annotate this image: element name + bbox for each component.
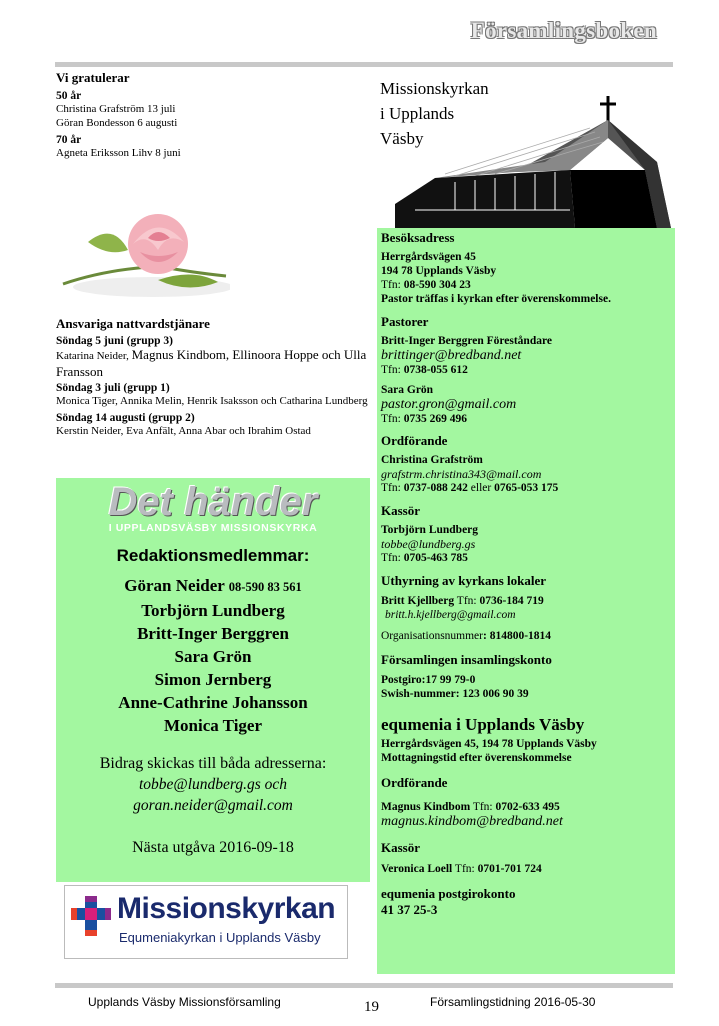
page-header-title: Församlingsboken [470,18,657,43]
pastor-phone [381,363,671,377]
congrats-person: Christina Grafström 13 juli [56,103,176,115]
redaktion-member: Anne-Cathrine Johansson [118,693,308,712]
eq-ordforande-email: magnus.kindbom@bredband.net [381,814,563,829]
eq-kassor-contact [381,862,671,876]
phone-number: 0738-055 612 [403,364,468,376]
eq-ordforande-contact [381,800,671,814]
redaktion-member: Torbjörn Lundberg [141,601,285,620]
konto-title: Församlingen insamlingskonto [381,652,552,667]
uthyrning-contact [381,594,671,608]
phone-number: 0705-463 785 [403,552,468,564]
ordforande-phone [381,481,671,495]
equmenia-title: equmenia i Upplands Väsby [381,715,585,734]
pastor-phone [381,412,671,426]
ordforande-title: Ordförande [381,433,448,448]
communion-names-part: Magnus Kindbom, Ellinoora Hoppe och Ulla Fransson [56,347,367,379]
church-drawing-icon [395,92,675,228]
communion-names [56,347,368,379]
phone-number: 08-590 304 23 [403,279,471,291]
besok-phone [381,278,671,292]
redaktion-title: Redaktionsmedlemmar: [116,546,310,565]
footer-page-number: 19 [364,999,379,1015]
org-label: Organisationsnummer [381,630,483,642]
church-name-line: Missionskyrkan [380,79,489,98]
det-hander-title: Det händer [108,480,318,524]
header-rule [55,62,673,67]
pastorer-title: Pastorer [381,314,429,329]
cross-logo-icon [71,896,111,936]
congrats-person: Agneta Eriksson Lihv 8 juni [56,147,181,159]
eq-postgiro: 41 37 25-3 [381,902,438,917]
communion-date: Söndag 3 juli (grupp 1) [56,382,170,394]
eq-ordforande-name: Magnus Kindbom [381,801,471,813]
besok-note: Pastor träffas i kyrkan efter överenskommelse. [381,293,611,305]
det-hander-box [56,478,370,882]
phone-number: 0701-701 724 [477,863,542,875]
uthyrning-email: britt.h.kjellberg@gmail.com [385,609,516,621]
phone-label: Tfn: [470,801,496,813]
pastor-name: Sara Grön [381,384,434,396]
communion-names: Monica Tiger, Annika Melin, Henrik Isaksson och Catharina Lundberg [56,395,368,407]
phone-number: 0702-633 495 [495,801,560,813]
redaktion-list [56,574,370,737]
redaktion-member: Britt-Inger Berggren [137,624,289,643]
besok-city: 194 78 Upplands Väsby [381,265,497,277]
eq-kassor-name: Veronica Loell [381,863,453,875]
congrats-title: Vi gratulerar [56,70,130,85]
redaktion-member: Sara Grön [174,647,252,666]
missionskyrkan-logo [64,885,348,959]
church-name-line: i Upplands [380,104,455,123]
rose-image-icon [58,202,230,304]
org-number [381,629,671,643]
phone-label: Tfn: [454,595,480,607]
pastor-email: pastor.gron@gmail.com [381,397,517,412]
kassor-phone [381,551,671,565]
phone-label: Tfn: [381,364,404,376]
phone-label: Tfn: [381,482,404,494]
phone-number: 0765-053 175 [494,482,559,494]
kassor-name: Torbjörn Lundberg [381,524,479,536]
phone-label: Tfn: [381,413,404,425]
phone-label: Tfn: [381,552,404,564]
pastor-email: brittinger@bredband.net [381,348,522,363]
redaktion-member: Monica Tiger [163,716,263,735]
congrats-age-50: 50 år [56,90,82,102]
footer-right: Församlingstidning 2016-05-30 [430,995,596,1009]
phone-separator: eller [467,482,495,494]
org-value: : 814800-1814 [483,630,552,642]
equmenia-mottag: Mottagningstid efter överenskommelse [381,752,572,764]
eq-postgiro-title: equmenia postgirokonto [381,886,516,901]
communion-names: Kerstin Neider, Eva Anfält, Anna Abar och Ibrahim Ostad [56,425,311,437]
equmenia-address: Herrgårdsvägen 45, 194 78 Upplands Väsby [381,738,597,750]
contrib-text: Bidrag skickas till båda adresserna: [99,755,327,772]
pastor-name: Britt-Inger Berggren Föreståndare [381,335,552,347]
ordforande-name: Christina Grafström [381,454,483,466]
communion-date: Söndag 5 juni (grupp 3) [56,335,173,347]
ordforande-email: grafstrm.christina343@mail.com [381,467,542,481]
communion-title: Ansvariga nattvardstjänare [56,316,210,331]
phone-label: Tfn: [452,863,478,875]
postgiro: Postgiro:17 99 79-0 [381,674,476,686]
besok-title: Besöksadress [381,230,455,245]
contrib-email: tobbe@lundberg.gs och [139,776,287,793]
phone-number: 0735 269 496 [403,413,467,425]
info-column [377,228,675,974]
kassor-title: Kassör [381,503,420,518]
phone-label: Tfn: [381,279,404,291]
swish: Swish-nummer: 123 006 90 39 [381,688,529,700]
uthyrning-title: Uthyrning av kyrkans lokaler [381,573,547,588]
det-hander-subtitle: I UPPLANDSVÄSBY MISSIONSKYRKA [108,522,318,534]
redaktion-member-phone: 08-590 83 561 [228,580,302,594]
redaktion-member-name: Göran Neider [124,576,225,595]
communion-date: Söndag 14 augusti (grupp 2) [56,412,195,424]
eq-kassor-title: Kassör [381,840,420,855]
kassor-email: tobbe@lundberg.gs [381,537,476,551]
congrats-person: Göran Bondesson 6 augusti [56,117,178,129]
congrats-section [56,70,356,160]
logo-name: Missionskyrkan [117,892,336,925]
contrib-email: goran.neider@gmail.com [133,797,293,814]
footer-left: Upplands Väsby Missionsförsamling [88,995,281,1009]
redaktion-member [56,574,370,599]
communion-section [56,316,368,439]
next-issue: Nästa utgåva 2016-09-18 [132,839,294,856]
phone-number: 0736-184 719 [479,595,544,607]
congrats-age-70: 70 år [56,134,82,146]
footer-rule [55,983,673,988]
communion-names-part: Katarina Neider, [56,350,132,362]
eq-ordforande-title: Ordförande [381,775,448,790]
besok-street: Herrgårdsvägen 45 [381,251,476,263]
redaktion-member: Simon Jernberg [154,670,272,689]
uthyrning-name: Britt Kjellberg [381,595,455,607]
phone-number: 0737-088 242 [403,482,468,494]
church-name-line: Väsby [380,129,424,148]
logo-tagline: Equmeniakyrkan i Upplands Väsby [119,930,321,945]
